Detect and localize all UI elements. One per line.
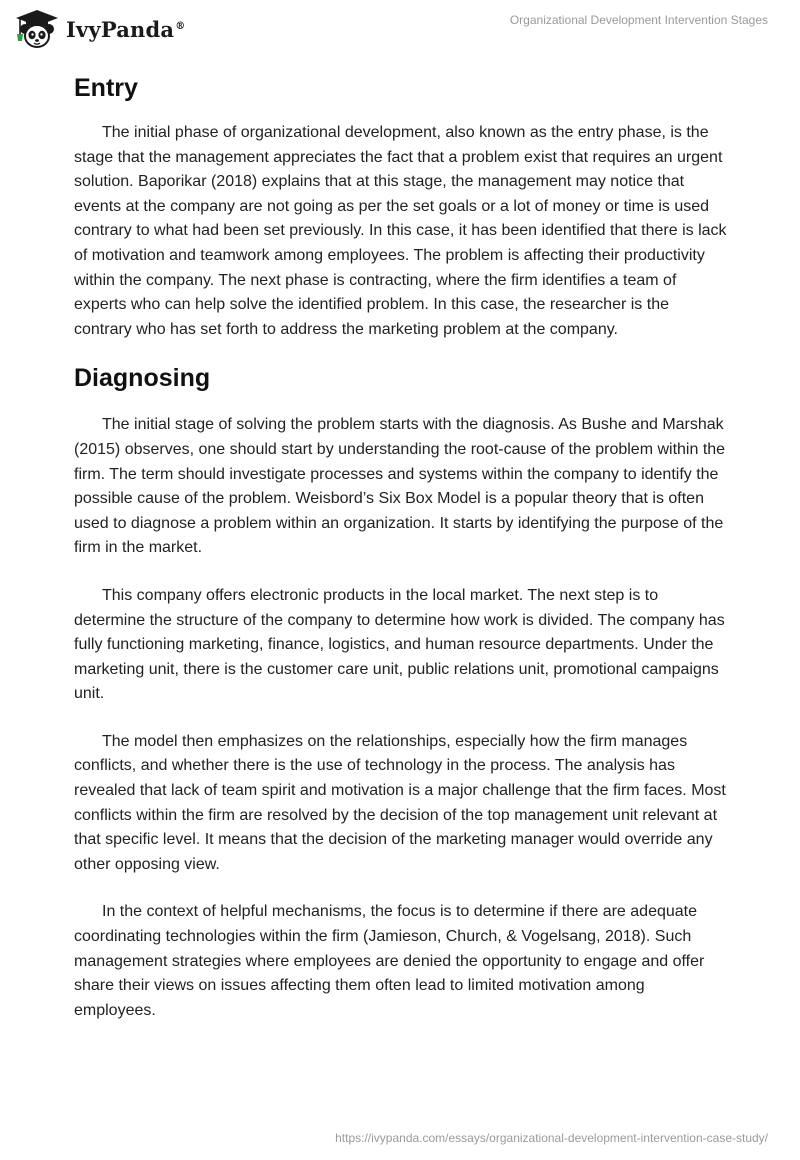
essay-body [74,70,728,1023]
paragraph: The model then emphasizes on the relationships, especially how the firm manages conflicts, and whether there is the use of technology in the process. The analysis has revealed that lack of team spirit and motivation is a major challenge that the firm faces. Most conflicts within the firm are resolved by the decision of the top management unit relevant at that specific level. It means that the decision of the marketing manager would override any other opposing view. [74,732,726,873]
brand-name [66,17,185,42]
section-heading: Entry [74,74,138,102]
source-url-link[interactable]: https://ivypanda.com/essays/organizational-development-intervention-case-study/ [335,1131,768,1145]
section-entry [74,70,728,342]
panda-graduate-icon [14,8,60,50]
registered-mark: ® [175,20,186,32]
paragraph: The initial stage of solving the problem starts with the diagnosis. As Bushe and Marshak (2015) observes, one should start by understanding the root-cause of the problem within the firm. The term should investigate processes and systems within the company to identify the possible cause of the problem. Weisbord’s Six Box Model is a popular theory that is often used to diagnose a problem within an organization. It starts by identifying the purpose of the firm in the market. [74,416,726,557]
paragraph: In the context of helpful mechanisms, the focus is to determine if there are adequate coordinating technologies within the firm (Jamieson, Church, & Vogelsang, 2018). Such management strategies where employees are denied the opportunity to engage and offer share their views on issues affecting them often lead to limited motivation among employees. [74,903,705,1019]
paragraph: This company offers electronic products in the local market. The next step is to determine the structure of the company to determine how work is divided. The company has fully functioning marketing, finance, logistics, and human resource departments. Under the marketing unit, there is the customer care unit, public relations unit, promotional campaigns unit. [74,586,725,703]
paragraph: The initial phase of organizational development, also known as the entry phase, is the stage that the management appreciates the fact that a problem exist that requires an urgent solution. Baporikar (2018) explains that at this stage, the management may notice that events at the company are not going as per the set goals or a lot of money or time is used contrary to what had been set previously. In this case, it has been identified that there is lack of motivation and teamwork among employees. The problem is affecting their productivity within the company. The next phase is contracting, where the firm identifies a team of experts who can help solve the identified problem. In this case, the researcher is the contrary who has set forth to address the marketing problem at the company. [74,124,727,338]
section-heading: Diagnosing [74,364,211,393]
page-header [0,0,800,60]
section-diagnosing [74,360,728,1023]
brand-logo[interactable] [14,8,185,50]
brand-name-text: IvyPanda [66,16,175,42]
document-title: Organizational Development Intervention Stages [509,13,768,27]
